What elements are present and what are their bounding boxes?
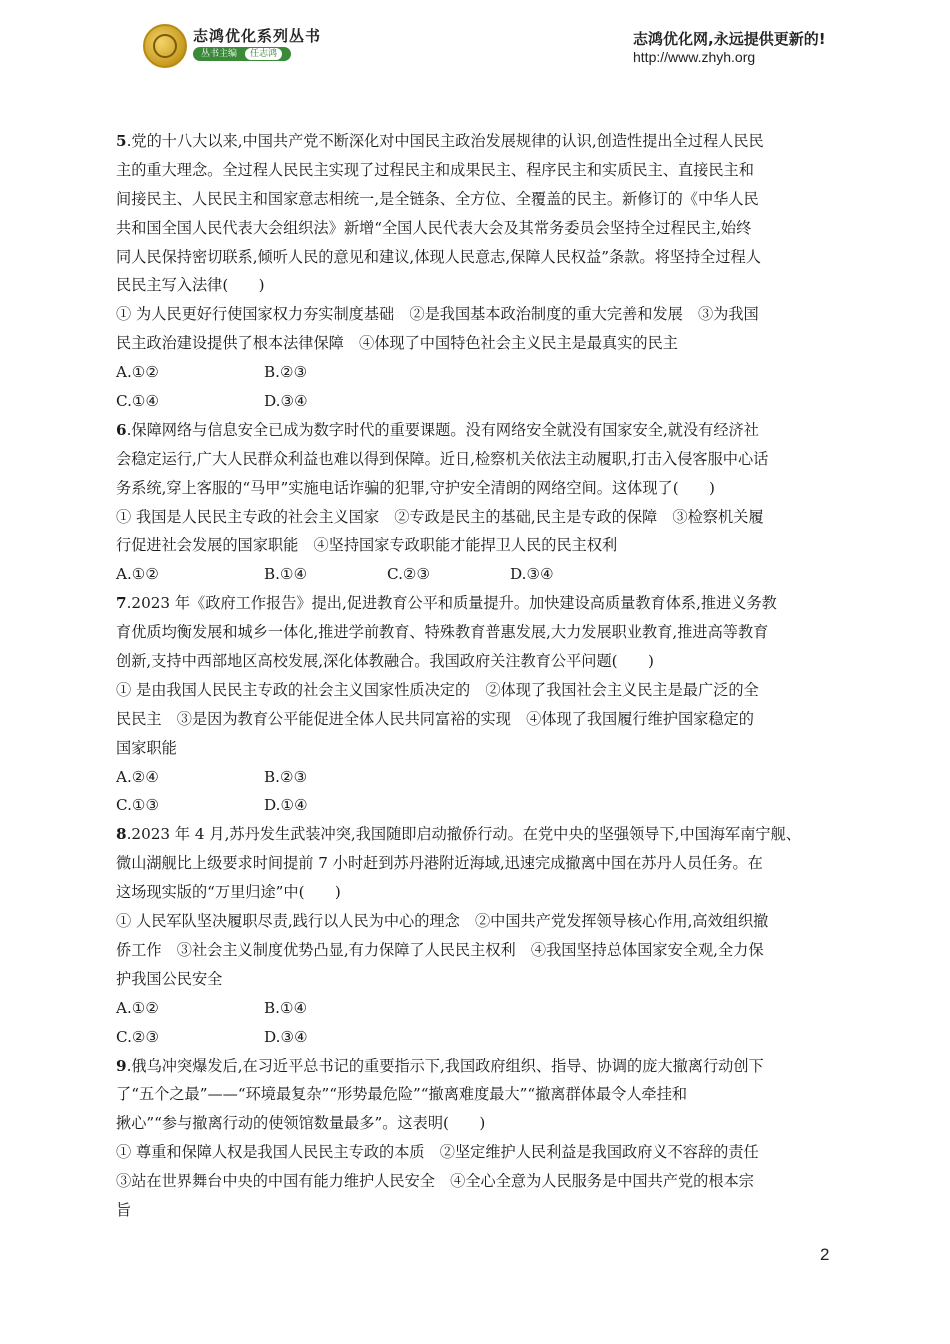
editor-tag [193,47,291,61]
question-stem-line: 会稳定运行,广大人民群众利益也难以得到保障。近日,检察机关依法主动履职,打击入侵客服中心话 [116,449,769,468]
question-stem-line: 8.2023 年 4 月,苏丹发生武装冲突,我国随即启动撤侨行动。在党中央的坚强领导下,中国海军南宁舰、 [116,825,801,844]
statement-line: 护我国公民安全 [116,969,223,988]
options-row [116,387,838,416]
statement-line: 侨工作 ③社会主义制度优势凸显,有力保障了人民民主权利 ④我国坚持总体国家安全观,全力保 [116,940,764,959]
option-d[interactable]: D.①④ [264,796,308,815]
question-stem-line: 主的重大理念。全过程人民民主实现了过程民主和成果民主、程序民主和实质民主、直接民主和 [116,160,754,179]
option-c[interactable]: C.②③ [116,1027,160,1046]
question-8 [116,820,838,1051]
question-number: 6 [116,420,127,439]
question-stem-line: 共和国全国人民代表大会组织法》新增“全国人民代表大会及其常务委员会坚持全过程民主,始终 [116,218,752,237]
options-row [116,358,838,387]
seal-logo-icon [143,24,187,68]
option-c[interactable]: C.①④ [116,392,160,411]
question-6 [116,416,838,589]
option-d[interactable]: D.③④ [264,1027,308,1046]
question-7 [116,589,838,820]
question-stem-line: 务系统,穿上客服的“马甲”实施电话诈骗的犯罪,守护安全清朗的网络空间。这体现了( ) [116,478,715,497]
question-stem-line: 6.保障网络与信息安全已成为数字时代的重要课题。没有网络安全就没有国家安全,就没有经济社 [116,420,759,439]
editor-name: 任志鸿 [245,48,282,60]
option-c[interactable]: C.②③ [387,565,431,584]
statement-line: ① 人民军队坚决履职尽责,践行以人民为中心的理念 ②中国共产党发挥领导核心作用,高效组织撤 [116,912,769,931]
question-number: 9 [116,1056,127,1075]
page-number: 2 [820,1245,830,1264]
options-row [116,791,838,820]
options-row [116,1023,838,1052]
option-a[interactable]: A.①② [116,565,160,584]
statement-line: ① 为人民更好行使国家权力夯实制度基础 ②是我国基本政治制度的重大完善和发展 ③为我国 [116,305,759,324]
header-slogan: 志鸿优化网,永远提供更新的! [633,30,826,48]
question-content [116,127,838,1225]
question-stem-line: 民民主写入法律( ) [116,276,265,295]
question-stem-line: 揪心”“参与撤离行动的使领馆数量最多”。这表明( ) [116,1114,486,1133]
option-d[interactable]: D.③④ [510,565,554,584]
option-a[interactable]: A.①② [116,363,160,382]
option-b[interactable]: B.②③ [264,767,308,786]
question-stem-line: 微山湖舰比上级要求时间提前 7 小时赶到苏丹港附近海域,迅速完成撤离中国在苏丹人员任务。在 [116,854,763,873]
editor-label: 丛书主编 [201,49,238,59]
option-c[interactable]: C.①③ [116,796,160,815]
statement-line: 民民主 ③是因为教育公平能促进全体人民共同富裕的实现 ④体现了我国履行维护国家稳定的 [116,709,754,728]
statement-line: 民主政治建设提供了根本法律保障 ④体现了中国特色社会主义民主是最真实的民主 [116,334,678,353]
header-url[interactable]: http://www.zhyh.org [633,49,756,65]
statement-line: ① 是由我国人民民主专政的社会主义国家性质决定的 ②体现了我国社会主义民主是最广泛的全 [116,680,759,699]
option-d[interactable]: D.③④ [264,392,308,411]
series-title: 志鸿优化系列丛书 [193,27,322,45]
options-row [116,994,838,1023]
question-number: 5 [116,132,127,150]
statement-line: 旨 [116,1200,132,1219]
question-5 [116,127,838,416]
question-stem-line: 5.党的十八大以来,中国共产党不断深化对中国民主政治发展规律的认识,创造性提出全过程人民民 [116,132,764,150]
statement-line: 国家职能 [116,738,177,757]
question-9 [116,1052,838,1225]
statement-line: 行促进社会发展的国家职能 ④坚持国家专政职能才能捍卫人民的民主权利 [116,536,618,555]
question-stem-line: 这场现实版的“万里归途”中( ) [116,883,341,902]
question-number: 7 [116,594,127,613]
question-stem-line: 了“五个之最”——“环境最复杂”“形势最危险”“撤离难度最大”“撤离群体最令人牵挂和 [116,1085,688,1104]
question-stem-line: 9.俄乌冲突爆发后,在习近平总书记的重要指示下,我国政府组织、指导、协调的庞大撤离行动创下 [116,1056,764,1075]
statement-line: ③站在世界舞台中央的中国有能力维护人民安全 ④全心全意为人民服务是中国共产党的根本宗 [116,1172,754,1191]
question-stem-line: 创新,支持中西部地区高校发展,深化体教融合。我国政府关注教育公平问题( ) [116,652,654,671]
question-number: 8 [116,825,127,844]
option-b[interactable]: B.①④ [264,565,308,584]
option-a[interactable]: A.①② [116,998,160,1017]
option-b[interactable]: B.①④ [264,998,308,1017]
statement-line: ① 我国是人民民主专政的社会主义国家 ②专政是民主的基础,民主是专政的保障 ③检察机关履 [116,507,764,526]
options-row [116,560,838,589]
option-a[interactable]: A.②④ [116,767,160,786]
question-stem-line: 7.2023 年《政府工作报告》提出,促进教育公平和质量提升。加快建设高质量教育体系,推进义务教 [116,594,777,613]
option-b[interactable]: B.②③ [264,363,308,382]
question-stem-line: 同人民保持密切联系,倾听人民的意见和建议,体现人民意志,保障人民权益”条款。将坚持全过程人 [116,247,761,266]
options-row [116,763,838,792]
question-stem-line: 间接民主、人民民主和国家意志相统一,是全链条、全方位、全覆盖的民主。新修订的《中华人民 [116,189,759,208]
page-header [0,0,950,90]
statement-line: ① 尊重和保障人权是我国人民民主专政的本质 ②坚定维护人民利益是我国政府义不容辞的责任 [116,1143,759,1162]
question-stem-line: 育优质均衡发展和城乡一体化,推进学前教育、特殊教育普惠发展,大力发展职业教育,推进高等教育 [116,623,769,642]
